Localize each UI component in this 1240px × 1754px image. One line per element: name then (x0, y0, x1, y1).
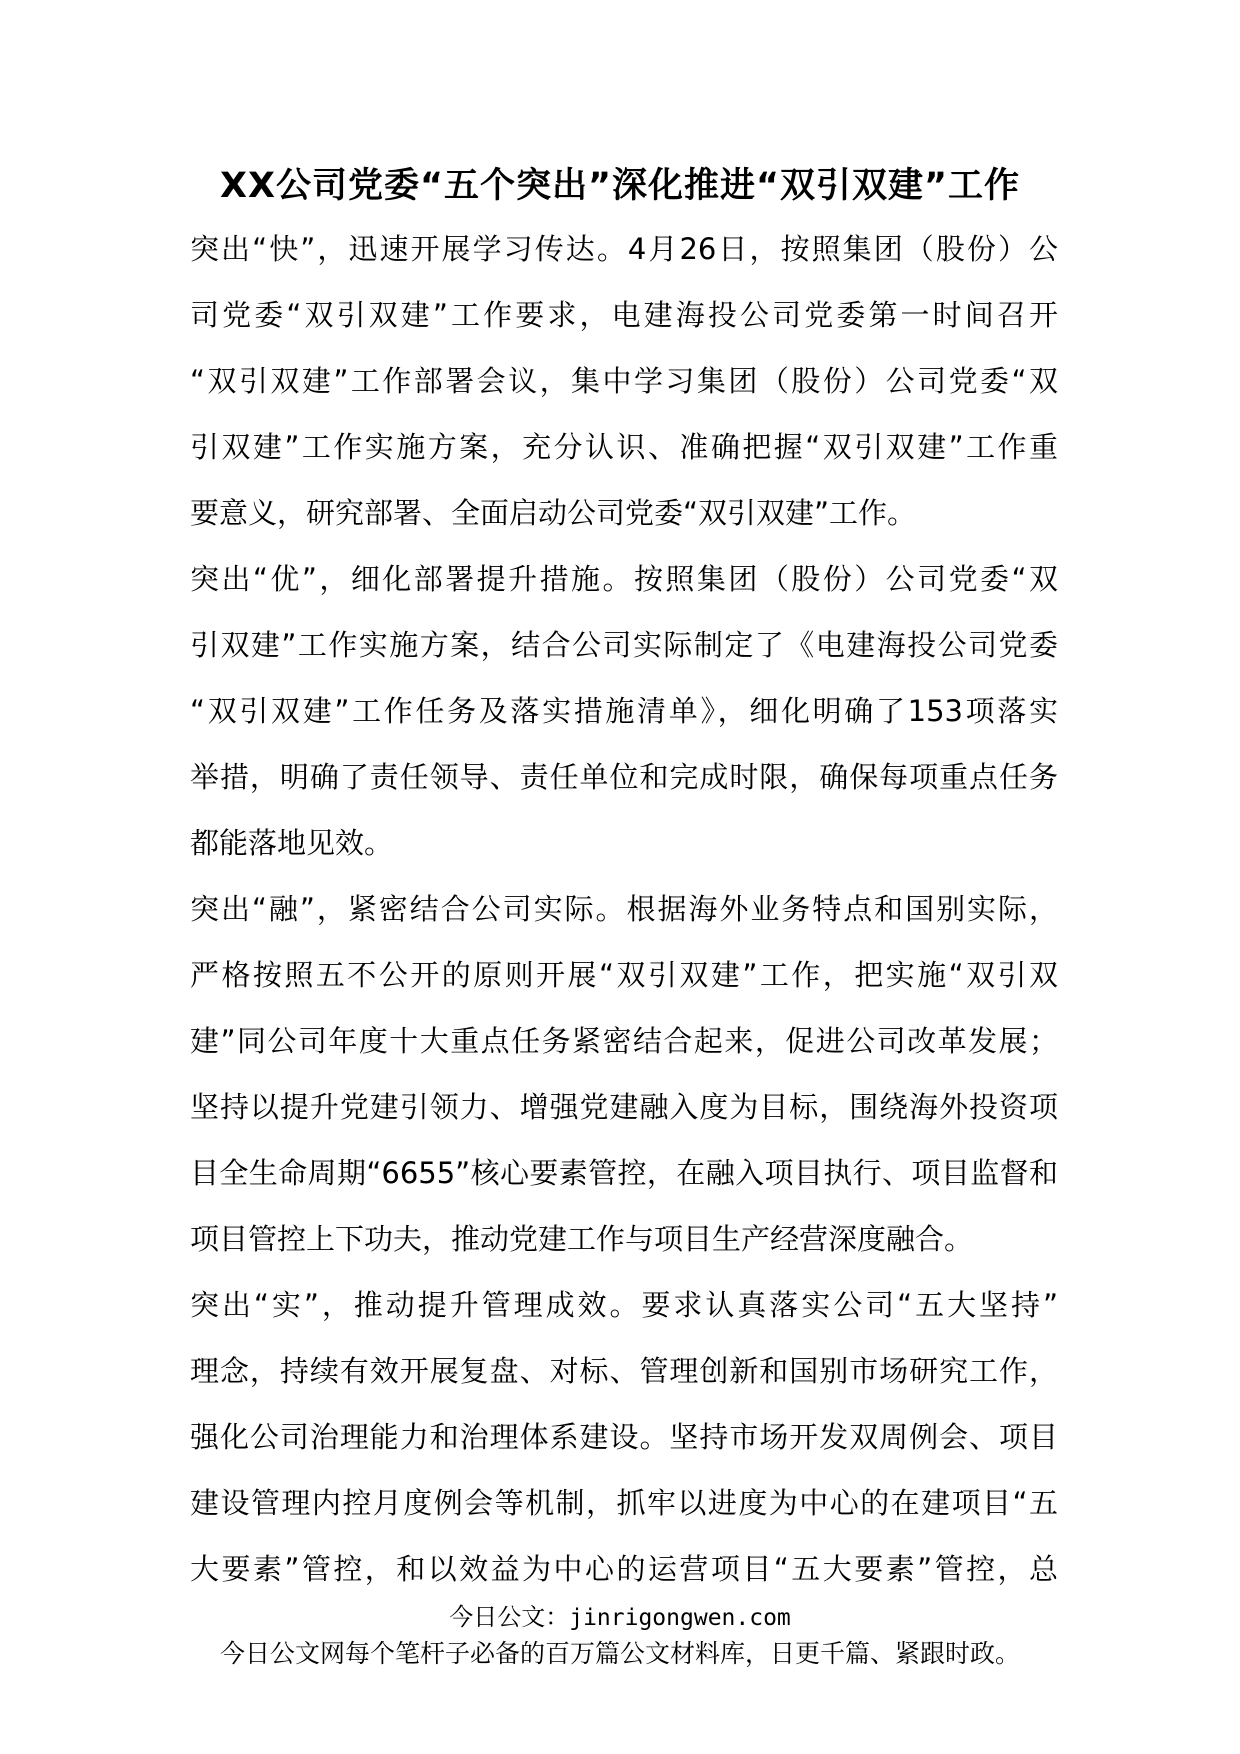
text-line: “双引双建”工作任务及落实措施清单》，细化明确了153项落实 (190, 694, 1058, 728)
text-line: 建设管理内控月度例会等机制，抓牢以进度为中心的在建项目“五 (190, 1486, 1058, 1520)
text-line: 都能落地见效。 (190, 826, 394, 860)
footer-slogan: 今日公文网每个笔杆子必备的百万篇公文材料库，日更千篇、紧跟时政。 (219, 1639, 1020, 1668)
text-line: 突出“快”，迅速开展学习传达。4月26日，按照集团（股份）公 (190, 232, 1058, 266)
text-line: 严格按照五不公开的原则开展“双引双建”工作，把实施“双引双 (190, 958, 1058, 992)
paragraph-shi (190, 1272, 1058, 1602)
text-line: “双引双建”工作部署会议，集中学习集团（股份）公司党委“双 (190, 364, 1058, 398)
document-body (190, 216, 1058, 1602)
text-line: 突出“优”，细化部署提升措施。按照集团（股份）公司党委“双 (190, 562, 1058, 596)
text-line: 目全生命周期“6655”核心要素管控，在融入项目执行、项目监督和 (190, 1156, 1058, 1190)
footer-site (0, 1600, 1240, 1635)
text-line: 项目管控上下功夫，推动党建工作与项目生产经营深度融合。 (190, 1222, 974, 1256)
document-title: XX公司党委“五个突出”深化推进“双引双建”工作 (220, 166, 1020, 206)
text-line: 大要素”管控，和以效益为中心的运营项目“五大要素”管控，总 (190, 1552, 1058, 1586)
text-line: 突出“实”，推动提升管理成效。要求认真落实公司“五大坚持” (190, 1288, 1058, 1322)
paragraph-rong (190, 876, 1058, 1272)
text-line: 司党委“双引双建”工作要求，电建海投公司党委第一时间召开 (190, 298, 1058, 332)
paragraph-you (190, 546, 1058, 876)
text-line: 要意义，研究部署、全面启动公司党委“双引双建”工作。 (190, 496, 917, 530)
text-line: 坚持以提升党建引领力、增强党建融入度为目标，围绕海外投资项 (190, 1090, 1058, 1124)
text-line: 理念，持续有效开展复盘、对标、管理创新和国别市场研究工作， (190, 1354, 1058, 1388)
text-line: 强化公司治理能力和治理体系建设。坚持市场开发双周例会、项目 (190, 1420, 1058, 1454)
text-line: 举措，明确了责任领导、责任单位和完成时限，确保每项重点任务 (190, 760, 1058, 794)
paragraph-kuai (190, 216, 1058, 546)
text-line: 引双建”工作实施方案，结合公司实际制定了《电建海投公司党委 (190, 628, 1058, 662)
footer-site-label: 今日公文： (449, 1603, 570, 1631)
text-line: 突出“融”，紧密结合公司实际。根据海外业务特点和国别实际， (190, 892, 1058, 926)
text-line: 建”同公司年度十大重点任务紧密结合起来，促进公司改革发展； (190, 1024, 1058, 1058)
text-line: 引双建”工作实施方案，充分认识、准确把握“双引双建”工作重 (190, 430, 1058, 464)
footer-site-link[interactable]: jinrigongwen.com (569, 1605, 791, 1631)
